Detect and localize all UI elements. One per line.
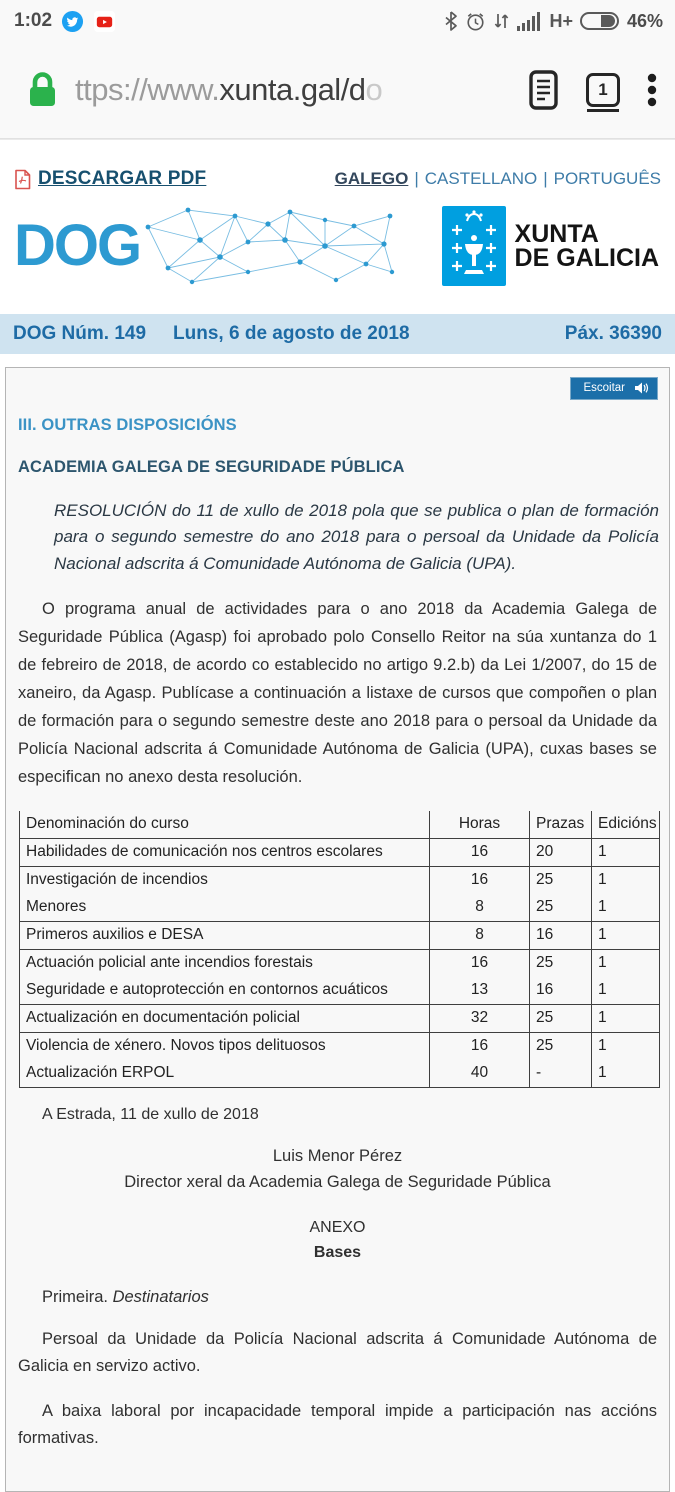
table-cell: 1	[592, 839, 660, 867]
lang-galego[interactable]: GALEGO	[334, 169, 409, 188]
table-cell: -	[530, 1060, 592, 1088]
battery-percent: 46%	[626, 10, 663, 31]
xunta-shield-icon	[442, 206, 506, 286]
table-cell: Actuación policial ante incendios forestais	[20, 950, 430, 978]
table-cell: 1	[592, 1005, 660, 1033]
speaker-icon	[635, 382, 648, 394]
table-cell: 25	[530, 1005, 592, 1033]
xunta-de-galicia-logo[interactable]	[442, 206, 661, 286]
table-cell: 8	[430, 922, 530, 950]
courses-table	[19, 811, 660, 1088]
table-cell: 25	[530, 894, 592, 922]
site-header	[0, 140, 675, 300]
table-cell: 25	[530, 867, 592, 895]
table-header-row	[20, 811, 660, 839]
twitter-notification-icon	[61, 10, 84, 33]
table-cell: 40	[430, 1060, 530, 1088]
table-cell: 16	[530, 922, 592, 950]
column-header: Horas	[430, 811, 530, 839]
doc-info-bar	[0, 314, 675, 354]
signer-role: Director xeral da Academia Galega de Seguridade Pública	[124, 1173, 551, 1192]
download-pdf-link[interactable]	[14, 168, 206, 190]
tab-switcher-icon[interactable]	[585, 70, 621, 110]
lock-icon	[26, 70, 59, 110]
lang-castellano[interactable]: CASTELLANO	[424, 169, 538, 188]
annex-subtitle: Bases	[313, 1244, 362, 1262]
language-selector	[335, 169, 661, 189]
xunta-logo-text: XUNTA DE GALICIA	[514, 219, 659, 272]
bluetooth-icon	[444, 11, 458, 31]
table-row	[20, 1060, 660, 1088]
table-cell: Primeros auxilios e DESA	[20, 922, 430, 950]
table-cell: Seguridade e autoprotección en contornos acuáticos	[20, 977, 430, 1005]
network-type-label: H+	[549, 10, 573, 31]
lang-separator: |	[414, 169, 419, 188]
table-cell: 13	[430, 977, 530, 1005]
signal-strength-icon	[517, 12, 542, 31]
table-row	[20, 950, 660, 978]
doc-date: Luns, 6 de agosto de 2018	[173, 323, 410, 344]
lang-portugues[interactable]: PORTUGUÊS	[553, 169, 661, 188]
table-cell: 25	[530, 1033, 592, 1061]
baixa-paragraph: A baixa laboral por incapacidade temporal impide a participación nas accións formativas.	[18, 1402, 657, 1447]
table-cell: 1	[592, 867, 660, 895]
battery-icon	[580, 11, 620, 31]
table-cell: Actualización en documentación policial	[20, 1005, 430, 1033]
table-cell: 1	[592, 922, 660, 950]
section-heading: III. OUTRAS DISPOSICIÓNS	[18, 416, 237, 434]
column-header: Denominación do curso	[20, 811, 430, 839]
table-row	[20, 977, 660, 1005]
table-cell: 16	[430, 950, 530, 978]
download-pdf-label: DESCARGAR PDF	[38, 168, 207, 189]
url-bar[interactable]	[0, 42, 675, 138]
table-cell: 1	[592, 894, 660, 922]
pdf-file-icon	[14, 169, 31, 190]
place-date: A Estrada, 11 de xullo de 2018	[42, 1106, 259, 1124]
resolution-title: RESOLUCIÓN do 11 de xullo de 2018 pola que se publica o plan de formación para o segundo semestre do ano 2018 para o persoal da Unidade da Policía Nacional adscrita á Comunidade Autónoma de Galicia (UPA).	[54, 501, 659, 573]
table-cell: 1	[592, 1033, 660, 1061]
table-row	[20, 894, 660, 922]
constellation-graphic	[140, 202, 398, 290]
menu-overflow-icon[interactable]	[647, 71, 657, 109]
browser-chrome	[0, 0, 675, 140]
address-input[interactable]: ttps://www.xunta.gal/do	[75, 72, 383, 107]
table-cell: 32	[430, 1005, 530, 1033]
table-cell: Actualización ERPOL	[20, 1060, 430, 1088]
table-cell: 16	[530, 977, 592, 1005]
table-cell: 1	[592, 1060, 660, 1088]
organism-heading: ACADEMIA GALEGA DE SEGURIDADE PÚBLICA	[18, 458, 405, 476]
table-cell: 20	[530, 839, 592, 867]
reader-mode-icon[interactable]	[528, 70, 559, 110]
doc-number: DOG Núm. 149	[13, 323, 147, 344]
table-cell: 1	[592, 977, 660, 1005]
column-header: Edicións	[592, 811, 660, 839]
clock-time: 1:02	[14, 10, 53, 31]
listen-button[interactable]: Escoitar	[570, 377, 658, 400]
lang-separator: |	[543, 169, 548, 188]
data-transfer-icon	[493, 11, 510, 31]
table-cell: Habilidades de comunicación nos centros escolares	[20, 839, 430, 867]
status-bar	[0, 0, 675, 42]
table-row	[20, 1033, 660, 1061]
tab-count: 1	[586, 73, 620, 107]
table-cell: 16	[430, 1033, 530, 1061]
table-cell: 16	[430, 839, 530, 867]
alarm-icon	[465, 11, 486, 32]
table-cell: 16	[430, 867, 530, 895]
table-cell: 1	[592, 950, 660, 978]
doc-page: Páx. 36390	[564, 323, 662, 344]
intro-paragraph: O programa anual de actividades para o ano 2018 da Academia Galega de Seguridade Pública (Agasp) foi aprobado polo Consello Reitor na súa xuntanza do 1 de febreiro de 2018, de acordo co establecido no artigo 9.2.b) da Lei 1/2007, do 15 de xaneiro, da Agasp. Publícase a continuación a listaxe de cursos que compoñen o plan de formación para o segundo semestre deste ano 2018 para o persoal da Unidade da Policía Nacional adscrita á Comunidade Autónoma de Galicia (UPA), cuxas bases se especifican no anexo desta resolución.	[18, 600, 657, 787]
table-cell: Menores	[20, 894, 430, 922]
table-cell: 25	[530, 950, 592, 978]
table-row	[20, 867, 660, 895]
table-cell: Investigación de incendios	[20, 867, 430, 895]
base-first-heading: Primeira. Destinatarios	[42, 1288, 209, 1307]
table-row	[20, 1005, 660, 1033]
signer-name: Luis Menor Pérez	[272, 1147, 403, 1166]
destinatarios-paragraph: Persoal da Unidade da Policía Nacional adscrita á Comunidade Autónoma de Galicia en servizo activo.	[18, 1330, 657, 1375]
table-row	[20, 922, 660, 950]
table-row	[20, 839, 660, 867]
dog-logo[interactable]: DOG	[14, 202, 398, 290]
table-cell: Violencia de xénero. Novos tipos delituosos	[20, 1033, 430, 1061]
annex-title: ANEXO	[309, 1219, 366, 1237]
youtube-notification-icon	[93, 10, 116, 33]
column-header: Prazas	[530, 811, 592, 839]
document-body	[5, 367, 670, 1492]
table-cell: 8	[430, 894, 530, 922]
